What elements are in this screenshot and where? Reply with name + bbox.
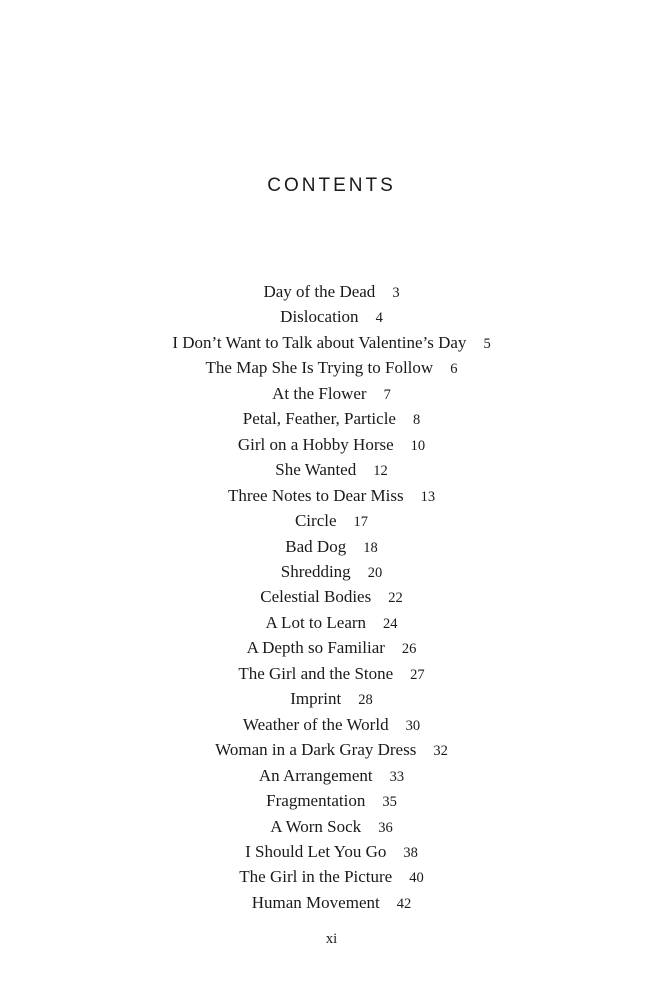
toc-entry[interactable] (0, 457, 663, 482)
toc-entry-title: Human Movement (251, 892, 380, 912)
toc-entry-page: 33 (389, 768, 405, 785)
toc-entry-page: 8 (412, 412, 421, 429)
toc-entry[interactable] (0, 584, 663, 609)
toc-entry[interactable] (0, 788, 663, 813)
toc-entry-page: 5 (483, 335, 491, 352)
toc-entry-title: A Worn Sock (270, 816, 362, 836)
toc-entry-page: 20 (367, 564, 383, 581)
toc-entry[interactable] (0, 610, 663, 635)
toc-entry-title: Day of the Dead (263, 282, 376, 301)
contents-heading: CONTENTS (267, 175, 396, 196)
toc-entry-page: 42 (396, 895, 412, 912)
toc-entry-page: 28 (358, 692, 373, 709)
toc-entry-title: A Depth so Familiar (246, 638, 385, 658)
toc-entry-page: 35 (382, 794, 397, 811)
toc-entry-page: 40 (409, 870, 424, 887)
toc-entry[interactable] (0, 508, 663, 533)
toc-entry-page: 26 (401, 641, 417, 658)
toc-entry-page: 6 (450, 361, 458, 378)
toc-entry-title: Celestial Bodies (260, 587, 372, 607)
toc-entry-title: I Don’t Want to Talk about Valentine’s Day (172, 332, 467, 352)
toc-entry[interactable] (0, 432, 663, 457)
toc-entry[interactable] (0, 763, 663, 788)
toc-entry[interactable] (0, 483, 663, 508)
table-of-contents (0, 279, 663, 915)
toc-entry-page: 7 (383, 386, 391, 403)
toc-entry-title: Dislocation (280, 307, 359, 327)
toc-entry-title: Weather of the World (242, 714, 389, 734)
toc-entry-page: 18 (363, 539, 378, 556)
toc-entry-page: 36 (378, 819, 393, 836)
toc-entry-title: She Wanted (275, 460, 357, 480)
toc-entry[interactable] (0, 304, 663, 329)
toc-entry[interactable] (0, 534, 663, 559)
toc-entry[interactable] (0, 737, 663, 762)
toc-entry[interactable] (0, 839, 663, 864)
toc-entry-title: Circle (294, 511, 337, 531)
toc-entry-title: Petal, Feather, Particle (242, 409, 396, 429)
toc-entry-page: 12 (373, 463, 388, 480)
toc-entry[interactable] (0, 814, 663, 839)
toc-entry-page: 3 (392, 285, 400, 301)
toc-entry[interactable] (0, 864, 663, 889)
toc-entry-page: 30 (405, 717, 421, 734)
toc-entry-page: 10 (410, 437, 426, 454)
page-number: xi (325, 931, 338, 947)
toc-entry[interactable] (0, 355, 663, 380)
toc-entry-title: Fragmentation (266, 791, 366, 811)
toc-entry[interactable] (0, 406, 663, 431)
toc-entry[interactable] (0, 890, 663, 915)
toc-entry[interactable] (0, 381, 663, 406)
toc-entry[interactable] (0, 712, 663, 737)
toc-entry-title: Imprint (290, 689, 342, 709)
toc-entry-page: 13 (420, 488, 436, 505)
toc-entry-title: Woman in a Dark Gray Dress (215, 740, 417, 760)
toc-entry-title: I Should Let You Go (245, 841, 387, 861)
toc-entry-title: Shredding (280, 561, 351, 581)
toc-entry-title: Three Notes to Dear Miss (227, 485, 404, 505)
toc-entry[interactable] (0, 330, 663, 355)
toc-entry-title: An Arrangement (258, 765, 373, 785)
toc-entry[interactable] (0, 559, 663, 584)
toc-entry-title: Bad Dog (285, 536, 347, 556)
toc-entry-page: 32 (433, 743, 448, 760)
toc-entry-page: 38 (403, 844, 418, 861)
toc-entry-page: 27 (410, 666, 425, 683)
toc-entry[interactable] (0, 661, 663, 686)
toc-entry[interactable] (0, 279, 663, 304)
toc-entry[interactable] (0, 635, 663, 660)
toc-entry-page: 24 (383, 615, 398, 632)
toc-entry-title: Girl on a Hobby Horse (237, 434, 394, 454)
toc-entry-page: 17 (353, 514, 369, 531)
toc-entry-title: A Lot to Learn (265, 612, 367, 632)
toc-entry-title: At the Flower (272, 383, 367, 403)
toc-entry-title: The Girl in the Picture (239, 867, 393, 887)
toc-entry-page: 22 (388, 590, 403, 607)
toc-entry-page: 4 (375, 310, 383, 327)
toc-entry-title: The Girl and the Stone (238, 663, 394, 683)
toc-entry[interactable] (0, 686, 663, 711)
toc-entry-title: The Map She Is Trying to Follow (205, 358, 434, 378)
